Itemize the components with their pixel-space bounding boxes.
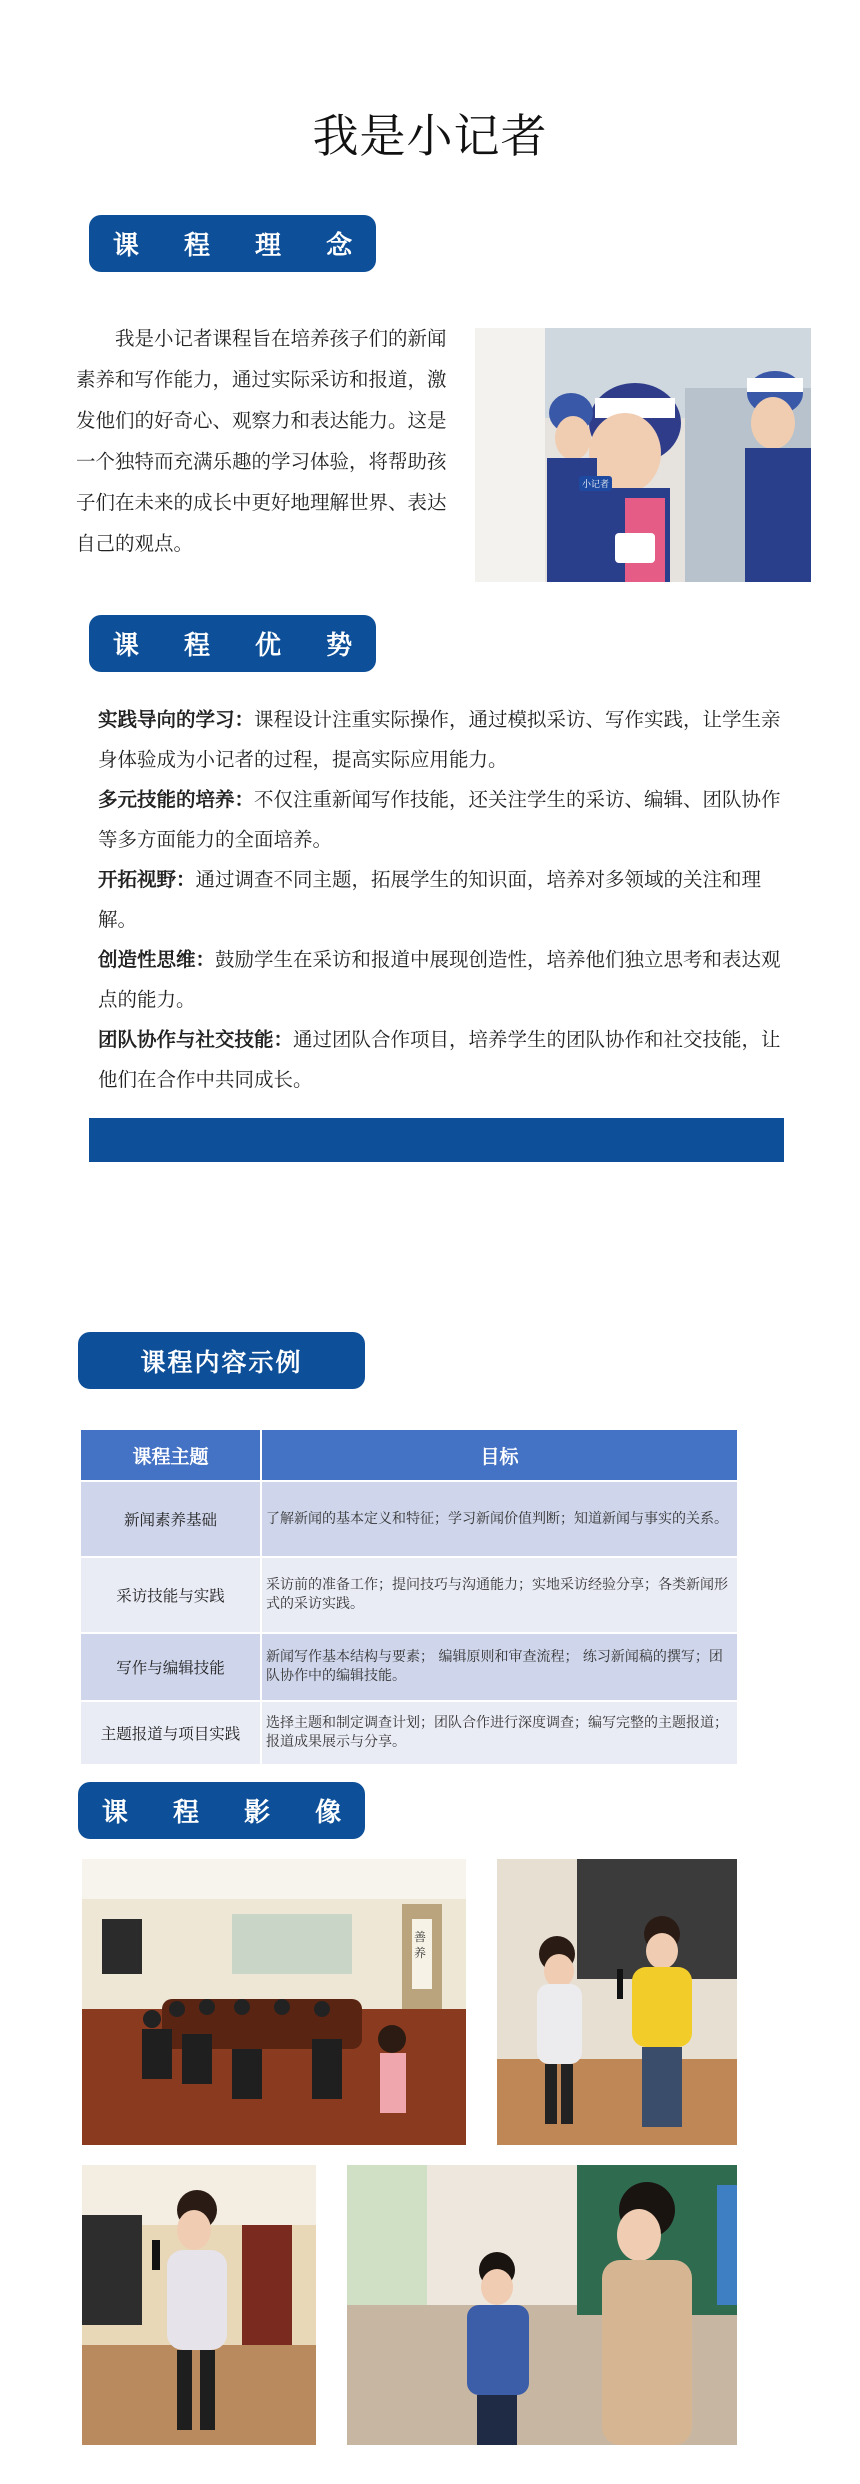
table-cell-goal: 新闻写作基本结构与要素； 编辑原则和审查流程； 练习新闻稿的撰写；团队协作中的编辑技能。 [261,1633,738,1701]
table-header-topic: 课程主题 [80,1429,261,1481]
table-row [80,1701,738,1765]
advantage-desc: 通过团队合作项目，培养学生的团队协作和社交技能，让他们在合作中共同成长。 [98,1028,781,1091]
advantage-item [98,860,788,940]
advantage-item [98,1020,788,1100]
advantage-desc: 不仅注重新闻写作技能，还关注学生的采访、编辑、团队协作等多方面能力的全面培养。 [98,788,781,851]
table-cell-goal: 采访前的准备工作；提问技巧与沟通能力；实地采访经验分享；各类新闻形式的采访实践。 [261,1557,738,1633]
table-cell-topic: 采访技能与实践 [80,1557,261,1633]
advantage-title: 多元技能的培养： [98,788,255,811]
section-label-gallery: 课 程 影 像 [78,1782,365,1839]
table-cell-goal: 选择主题和制定调查计划；团队合作进行深度调查；编写完整的主题报道；报道成果展示与分享。 [261,1701,738,1765]
intro-paragraph: 我是小记者课程旨在培养孩子们的新闻素养和写作能力，通过实际采访和报道，激发他们的好奇心、观察力和表达能力。这是一个独特而充满乐趣的学习体验，将帮助孩子们在未来的成长中更好地理解世界、表达自己的观点。 [76,327,447,555]
table-cell-goal: 了解新闻的基本定义和特征；学习新闻价值判断；知道新闻与事实的关系。 [261,1481,738,1557]
table-row [80,1633,738,1701]
advantage-item [98,940,788,1020]
section-divider-bar [89,1118,784,1162]
advantage-item [98,700,788,780]
advantage-title: 开拓视野： [98,868,196,891]
table-row [80,1557,738,1633]
table-header-row [80,1429,738,1481]
advantage-title: 创造性思维： [98,948,216,971]
photo-kids-interview [497,1859,737,2145]
page-title: 我是小记者 [312,109,548,163]
photo-girl-microphone [82,2165,316,2445]
photo-young-reporters [475,328,811,582]
course-content-table [79,1428,739,1766]
table-cell-topic: 写作与编辑技能 [80,1633,261,1701]
photo-classroom-meeting [82,1859,466,2145]
advantage-item [98,780,788,860]
advantage-desc: 通过调查不同主题，拓展学生的知识面，培养对多领域的关注和理解。 [98,868,762,931]
advantage-desc: 鼓励学生在采访和报道中展现创造性，培养他们独立思考和表达观点的能力。 [98,948,781,1011]
advantages-list [98,700,788,1100]
advantage-title: 团队协作与社交技能： [98,1028,294,1051]
advantage-desc: 课程设计注重实际操作，通过模拟采访、写作实践，让学生亲身体验成为小记者的过程，提高实际应用能力。 [98,708,781,771]
advantage-title: 实践导向的学习： [98,708,255,731]
table-row [80,1481,738,1557]
table-cell-topic: 主题报道与项目实践 [80,1701,261,1765]
section-label-advantages: 课 程 优 势 [89,615,376,672]
reporter-badge: 小记者 [579,476,612,491]
table-cell-topic: 新闻素养基础 [80,1481,261,1557]
calligraphy-scroll-text: 善养 [414,1930,427,1960]
table-header-goal: 目标 [261,1429,738,1481]
section-label-content: 课程内容示例 [78,1332,365,1389]
photo-teacher-and-boy [347,2165,737,2445]
section-label-concept: 课 程 理 念 [89,215,376,272]
